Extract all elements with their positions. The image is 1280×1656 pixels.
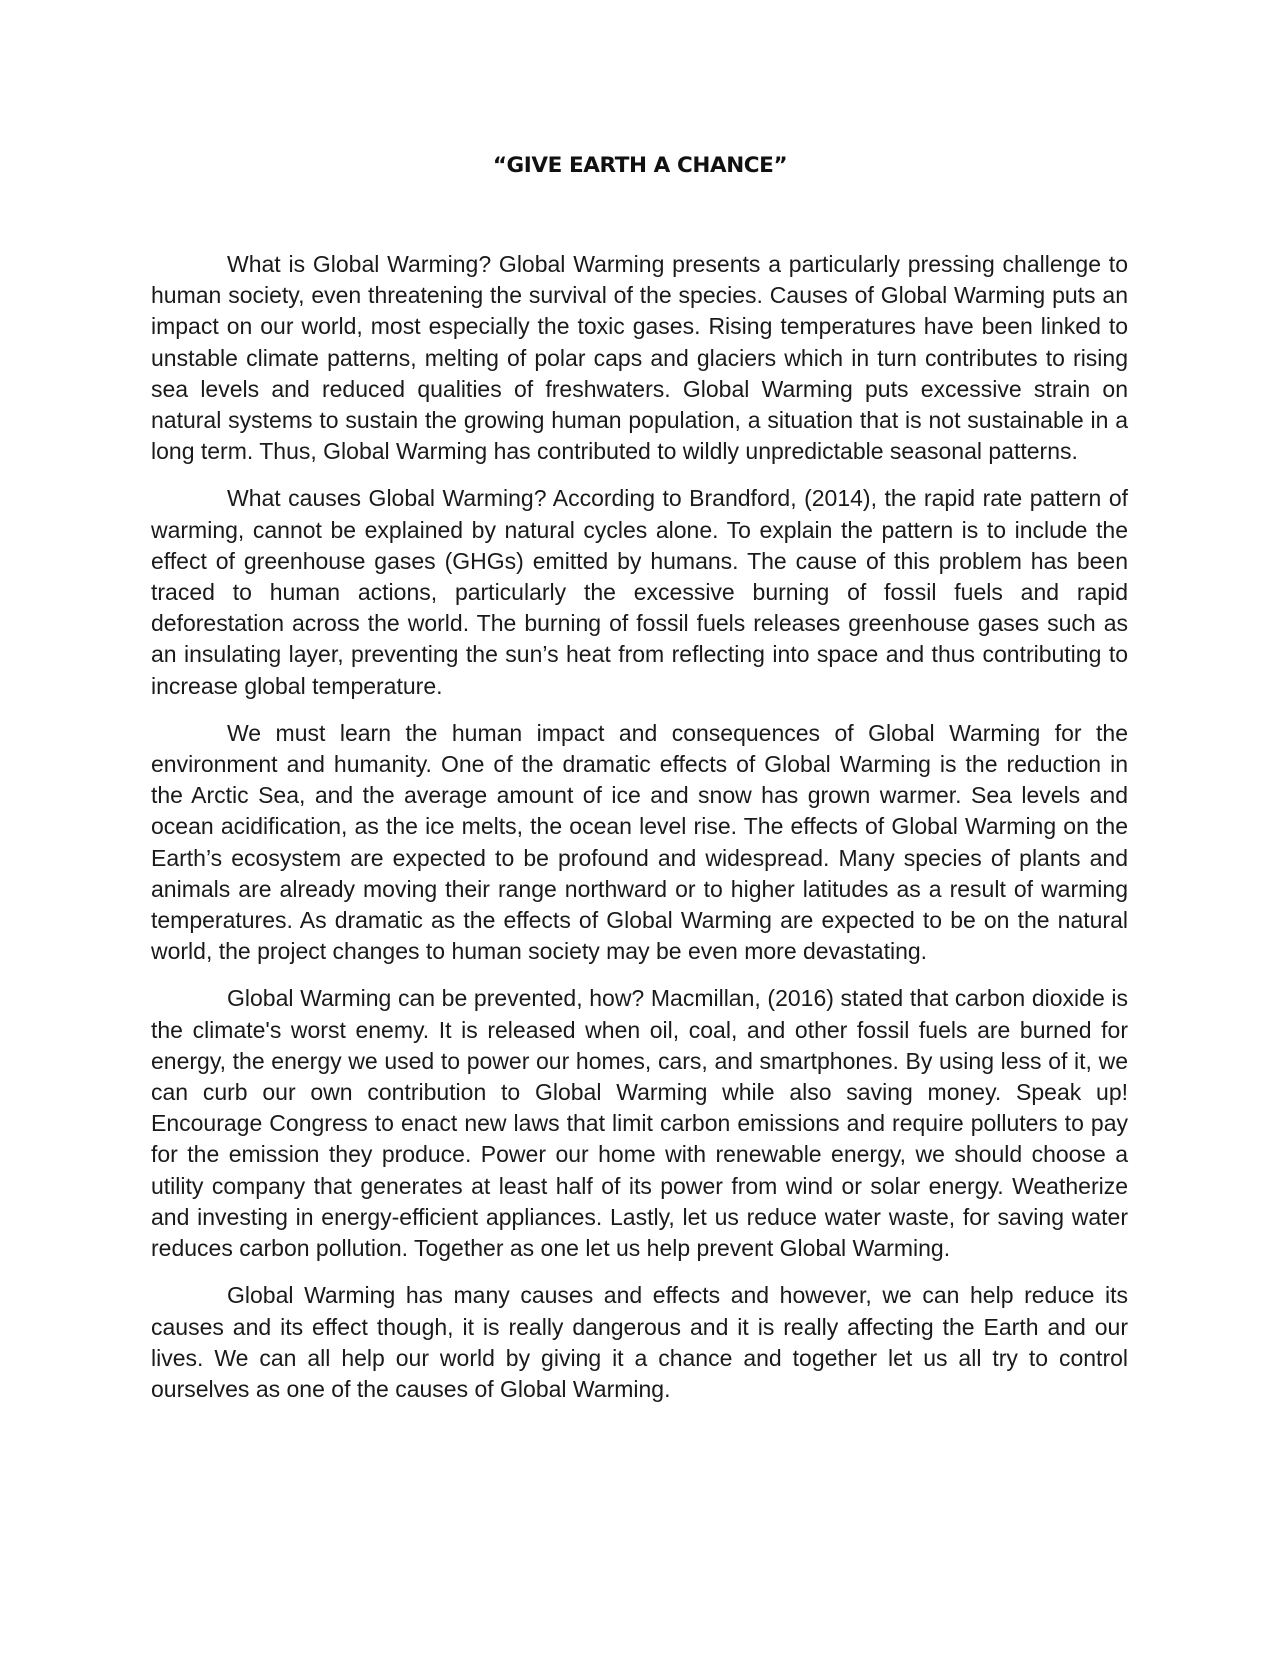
paragraph-conclusion: Global Warming has many causes and effects and however, we can help reduce its causes and its effect though, it is really dangerous and it is really affecting the Earth and our lives. We can all help our world by giving it a chance and together let us all try to control ourselves as one of the causes of Global Warming.: [151, 1282, 1128, 1402]
paragraph-impact-consequences: We must learn the human impact and consequences of Global Warming for the environment and humanity. One of the dramatic effects of Global Warming is the reduction in the Arctic Sea, and the average amount of ice and snow has grown warmer. Sea levels and ocean acidification, as the ice melts, the ocean level rise. The effects of Global Warming on the Earth’s ecosystem are expected to be profound and widespread. Many species of plants and animals are already moving their range northward or to higher latitudes as a result of warming temperatures. As dramatic as the effects of Global Warming are expected to be on the natural world, the project changes to human society may be even more devastating.: [151, 719, 1128, 965]
paragraph-what-is-global-warming: What is Global Warming? Global Warming presents a particularly pressing challenge to human society, even threatening the survival of the species. Causes of Global Warming puts an impact on our world, most especially the toxic gases. Rising temperatures have been linked to unstable climate patterns, melting of polar caps and glaciers which in turn contributes to rising sea levels and reduced qualities of freshwaters. Global Warming puts excessive strain on natural systems to sustain the growing human population, a situation that is not sustainable in a long term. Thus, Global Warming has contributed to wildly unpredictable seasonal patterns.: [151, 251, 1128, 465]
paragraph-prevention: Global Warming can be prevented, how? Macmillan, (2016) stated that carbon dioxide is the climate's worst enemy. It is released when oil, coal, and other fossil fuels are burned for energy, the energy we used to power our homes, cars, and smartphones. By using less of it, we can curb our own contribution to Global Warming while also saving money. Speak up! Encourage Congress to enact new laws that limit carbon emissions and require polluters to pay for the emission they produce. Power our home with renewable energy, we should choose a utility company that generates at least half of its power from wind or solar energy. Weatherize and investing in energy-efficient appliances. Lastly, let us reduce water waste, for saving water reduces carbon pollution. Together as one let us help prevent Global Warming.: [151, 985, 1128, 1262]
document-body: [151, 249, 1128, 1421]
paragraph-causes: What causes Global Warming? According to Brandford, (2014), the rapid rate pattern of warming, cannot be explained by natural cycles alone. To explain the pattern is to include the effect of greenhouse gases (GHGs) emitted by humans. The cause of this problem has been traced to human actions, particularly the excessive burning of fossil fuels and rapid deforestation across the world. The burning of fossil fuels releases greenhouse gases such as an insulating layer, preventing the sun’s heat from reflecting into space and thus contributing to increase global temperature.: [151, 485, 1128, 699]
document-title: “GIVE EARTH A CHANCE”: [492, 153, 788, 178]
